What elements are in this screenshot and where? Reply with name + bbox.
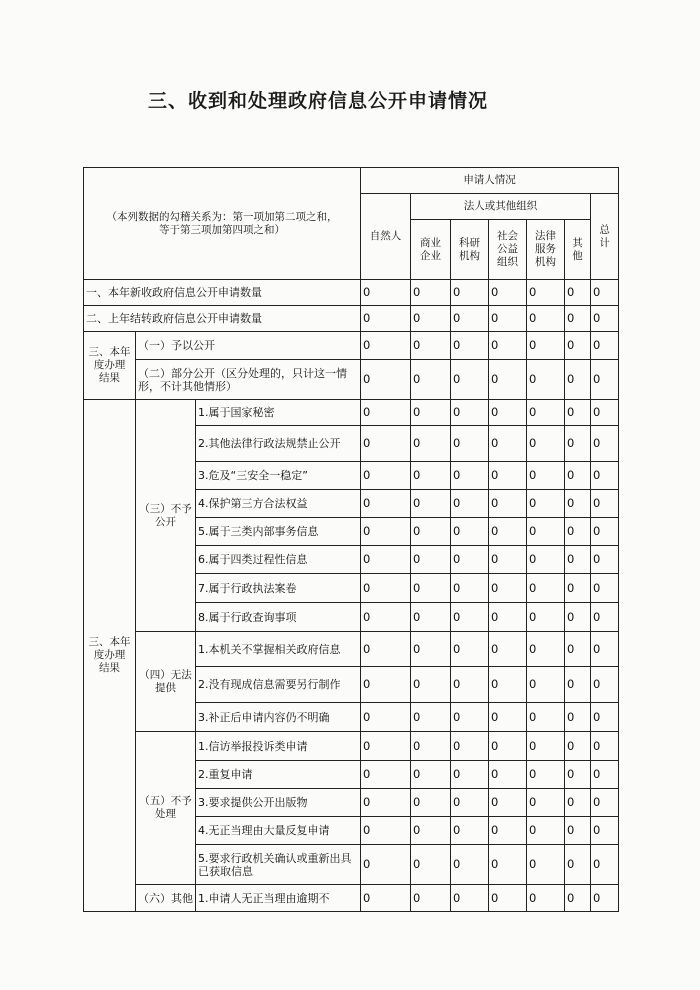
value-cell: 0 [489,280,527,306]
row-label: 5.要求行政机关确认或重新出具已获取信息 [196,845,361,885]
row-label: 3.补正后申请内容仍不明确 [196,703,361,732]
value-cell: 0 [591,360,619,400]
value-cell: 0 [489,306,527,332]
value-cell: 0 [489,817,527,845]
research-header: 科研 机构 [451,220,489,280]
applicant-header: 申请人情况 [361,168,619,194]
value-cell: 0 [361,280,411,306]
value-cell: 0 [565,732,591,761]
total-header: 总 计 [591,194,619,280]
value-cell: 0 [565,400,591,426]
value-cell: 0 [565,845,591,885]
value-cell: 0 [361,400,411,426]
group-label: 三、本年 度办理 结果 [84,332,136,400]
commercial-header: 商业 企业 [411,220,451,280]
value-cell: 0 [451,332,489,360]
subgroup-label: （三）不予 公开 [136,400,196,632]
value-cell: 0 [411,306,451,332]
row-label: 1.属于国家秘密 [196,400,361,426]
value-cell: 0 [411,546,451,574]
subgroup-label: （五）不予 处理 [136,732,196,885]
value-cell: 0 [565,885,591,912]
value-cell: 0 [489,490,527,518]
value-cell: 0 [361,667,411,703]
value-cell: 0 [489,518,527,546]
value-cell: 0 [361,603,411,632]
value-cell: 0 [565,490,591,518]
row-label: 8.属于行政查询事项 [196,603,361,632]
row-label: 5.属于三类内部事务信息 [196,518,361,546]
value-cell: 0 [591,490,619,518]
value-cell: 0 [451,490,489,518]
value-cell: 0 [451,885,489,912]
value-cell: 0 [451,667,489,703]
value-cell: 0 [361,845,411,885]
value-cell: 0 [411,518,451,546]
row-label: 3.要求提供公开出版物 [196,789,361,817]
value-cell: 0 [489,703,527,732]
row-label: 1.本机关不掌握相关政府信息 [196,632,361,667]
row-label: 二、上年结转政府信息公开申请数量 [84,306,361,332]
value-cell: 0 [411,667,451,703]
value-cell: 0 [527,306,565,332]
value-cell: 0 [451,518,489,546]
row-label: 4.保护第三方合法权益 [196,490,361,518]
value-cell: 0 [527,603,565,632]
row-label: （一）予以公开 [136,332,361,360]
row-label: 6.属于四类过程性信息 [196,546,361,574]
value-cell: 0 [489,845,527,885]
value-cell: 0 [361,306,411,332]
value-cell: 0 [361,462,411,490]
group-label: 三、本年 度办理 结果 [84,400,136,912]
value-cell: 0 [565,817,591,845]
table-row [84,360,619,400]
value-cell: 0 [489,426,527,462]
value-cell: 0 [527,426,565,462]
value-cell: 0 [361,332,411,360]
table-row [84,400,619,426]
natural-person-header: 自然人 [361,194,411,280]
value-cell: 0 [591,632,619,667]
value-cell: 0 [451,426,489,462]
value-cell: 0 [591,306,619,332]
value-cell: 0 [451,360,489,400]
value-cell: 0 [565,518,591,546]
value-cell: 0 [489,885,527,912]
value-cell: 0 [489,574,527,603]
value-cell: 0 [591,426,619,462]
value-cell: 0 [527,400,565,426]
value-cell: 0 [451,546,489,574]
value-cell: 0 [565,360,591,400]
value-cell: 0 [411,332,451,360]
value-cell: 0 [361,632,411,667]
value-cell: 0 [527,574,565,603]
value-cell: 0 [361,518,411,546]
value-cell: 0 [527,280,565,306]
value-cell: 0 [527,732,565,761]
value-cell: 0 [451,306,489,332]
row-label: 4.无正当理由大量反复申请 [196,817,361,845]
value-cell: 0 [361,490,411,518]
row-label: 1.申请人无正当理由逾期不 [196,885,361,912]
value-cell: 0 [565,632,591,667]
row-label: 一、本年新收政府信息公开申请数量 [84,280,361,306]
value-cell: 0 [565,306,591,332]
table-row [84,885,619,912]
value-cell: 0 [591,574,619,603]
value-cell: 0 [451,732,489,761]
value-cell: 0 [527,546,565,574]
value-cell: 0 [361,360,411,400]
row-label: 2.其他法律行政法规禁止公开 [196,426,361,462]
value-cell: 0 [565,703,591,732]
value-cell: 0 [411,462,451,490]
value-cell: 0 [489,332,527,360]
value-cell: 0 [591,703,619,732]
value-cell: 0 [591,789,619,817]
value-cell: 0 [527,462,565,490]
other-header: 其 他 [565,220,591,280]
value-cell: 0 [411,845,451,885]
value-cell: 0 [451,845,489,885]
value-cell: 0 [451,400,489,426]
legal-service-header: 法律 服务 机构 [527,220,565,280]
value-cell: 0 [361,574,411,603]
row-label: 2.没有现成信息需要另行制作 [196,667,361,703]
page-title: 三、收到和处理政府信息公开申请情况 [148,90,489,112]
value-cell: 0 [489,667,527,703]
value-cell: 0 [527,703,565,732]
value-cell: 0 [527,332,565,360]
value-cell: 0 [489,462,527,490]
subgroup-label: （四）无法 提供 [136,632,196,732]
value-cell: 0 [489,732,527,761]
value-cell: 0 [361,885,411,912]
row-label: 2.重复申请 [196,761,361,789]
value-cell: 0 [527,761,565,789]
value-cell: 0 [591,885,619,912]
value-cell: 0 [411,603,451,632]
value-cell: 0 [451,574,489,603]
value-cell: 0 [565,667,591,703]
table-row [84,332,619,360]
value-cell: 0 [591,518,619,546]
value-cell: 0 [527,632,565,667]
social-header: 社会 公益 组织 [489,220,527,280]
value-cell: 0 [591,732,619,761]
value-cell: 0 [591,603,619,632]
value-cell: 0 [565,462,591,490]
legal-group-header: 法人或其他组织 [411,194,591,220]
value-cell: 0 [451,632,489,667]
value-cell: 0 [565,280,591,306]
value-cell: 0 [489,546,527,574]
value-cell: 0 [565,761,591,789]
value-cell: 0 [451,817,489,845]
value-cell: 0 [565,426,591,462]
value-cell: 0 [361,789,411,817]
value-cell: 0 [411,360,451,400]
value-cell: 0 [565,789,591,817]
value-cell: 0 [591,845,619,885]
value-cell: 0 [411,761,451,789]
value-cell: 0 [591,462,619,490]
value-cell: 0 [411,280,451,306]
reconciliation-note: （本列数据的勾稽关系为：第一项加第二项之和， 等于第三项加第四项之和） [84,168,361,280]
value-cell: 0 [451,789,489,817]
row-label: （二）部分公开（区分处理的，只计这一情形，不计其他情形） [136,360,361,400]
value-cell: 0 [565,574,591,603]
value-cell: 0 [411,732,451,761]
value-cell: 0 [565,332,591,360]
value-cell: 0 [527,845,565,885]
value-cell: 0 [527,490,565,518]
application-stats-table [83,167,619,912]
subgroup-label: （六）其他 [136,885,196,912]
value-cell: 0 [361,817,411,845]
value-cell: 0 [527,360,565,400]
row-label: 3.危及“三安全一稳定” [196,462,361,490]
value-cell: 0 [489,603,527,632]
value-cell: 0 [411,490,451,518]
value-cell: 0 [527,789,565,817]
value-cell: 0 [451,462,489,490]
table-row [84,280,619,306]
value-cell: 0 [451,603,489,632]
value-cell: 0 [591,332,619,360]
value-cell: 0 [361,703,411,732]
value-cell: 0 [527,885,565,912]
row-label: 7.属于行政执法案卷 [196,574,361,603]
value-cell: 0 [411,703,451,732]
value-cell: 0 [361,732,411,761]
value-cell: 0 [591,667,619,703]
value-cell: 0 [591,546,619,574]
value-cell: 0 [591,761,619,789]
value-cell: 0 [489,400,527,426]
value-cell: 0 [489,789,527,817]
table-row [84,632,619,667]
value-cell: 0 [489,761,527,789]
row-label: 1.信访举报投诉类申请 [196,732,361,761]
value-cell: 0 [411,632,451,667]
value-cell: 0 [527,817,565,845]
value-cell: 0 [565,603,591,632]
value-cell: 0 [411,574,451,603]
value-cell: 0 [411,789,451,817]
value-cell: 0 [411,817,451,845]
value-cell: 0 [451,280,489,306]
value-cell: 0 [527,518,565,546]
value-cell: 0 [527,667,565,703]
value-cell: 0 [361,426,411,462]
value-cell: 0 [411,426,451,462]
value-cell: 0 [591,400,619,426]
value-cell: 0 [489,360,527,400]
table-row [84,732,619,761]
value-cell: 0 [451,761,489,789]
value-cell: 0 [591,280,619,306]
value-cell: 0 [411,400,451,426]
value-cell: 0 [451,703,489,732]
value-cell: 0 [565,546,591,574]
value-cell: 0 [411,885,451,912]
value-cell: 0 [489,632,527,667]
value-cell: 0 [361,546,411,574]
value-cell: 0 [591,817,619,845]
value-cell: 0 [361,761,411,789]
table-row [84,306,619,332]
